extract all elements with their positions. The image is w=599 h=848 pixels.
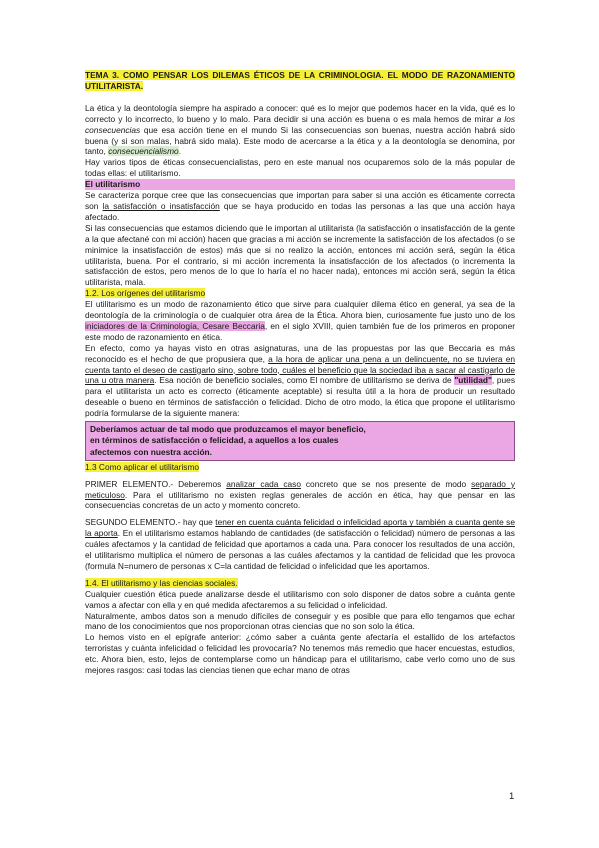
s2-p1-text-a: El utilitarismo es un modo de razonamiento ético que sirve para cualquier dilema ético en general, ya sea de la deontología de la criminología o de cualquier otra área de la Ética. Ahora bien, curiosamente fue justo uno de los bbox=[85, 299, 515, 321]
s2-heading-text: 1.2. Los orígenes del utilitarismo bbox=[85, 288, 206, 299]
primer-elemento-label: PRIMER ELEMENTO.- bbox=[85, 478, 174, 489]
s2-p1-text-b: , en el siglo XVIII, quien también fue de los primeros en proponer este modo de razonamiento en ética. bbox=[85, 320, 515, 342]
s1-p1-underlined: la satisfacción o insatisfacción bbox=[102, 200, 220, 211]
s4-paragraph-3: Lo hemos visto en el epígrafe anterior: ¿cómo saber a cuánta gente afectaría el estallido de los artefactos terroristas y cuánta infelicidad o felicidad les provocaría? No tenemos más remedio que hacer encuestas, estudios, etc. Ahora bien, esto, lejos de contemplarse como un hándicap para el utilitarismo, cabe verlo como uno de sus mejores rasgos: casi todas las ciencias tienen que echar mano de otras bbox=[85, 632, 515, 676]
intro-p1-text-b: que esa acción tiene en el mundo Si las consecuencias son buenas, nuestra acción habrá sido buena (y si son malas, habrá sido mala). Este modo de acercarse a la ética y a la deontología se denomina, por tanto, bbox=[85, 124, 515, 157]
s4-paragraph-2: Naturalmente, ambos datos son a menudo difíciles de conseguir y es posible que para ello tengamos que echar mano de los conocimientos que nos proporcionan otras ciencias que no son solo la ética. bbox=[85, 610, 515, 632]
intro-p1-italic: a los consecuencias bbox=[85, 113, 516, 135]
section-heading-aplicar bbox=[85, 462, 515, 473]
section-heading-utilitarismo: El utilitarismo bbox=[85, 179, 515, 190]
utilitarian-principle-box bbox=[85, 421, 515, 461]
s3-heading-text: 1.3 Como aplicar el utilitarismo bbox=[85, 461, 200, 472]
e1-text-b: concreto que se nos presente de modo bbox=[300, 478, 472, 489]
document-page bbox=[85, 70, 515, 676]
s2-p2-text-a: En efecto, como ya hayas visto en otras asignaturas, una de las propuestas por las que Beccaria es más reconocido es el hecho de que propusiera que, bbox=[85, 342, 515, 364]
s1-paragraph-1 bbox=[85, 190, 515, 223]
intro-p1-text-a: La ética y la deontología siempre ha aspirado a conocer: qué es lo mejor que podemos hacer en la vida, qué es lo correcto y lo incorrecto, lo bueno y lo malo. Para decidir si una acción es buena o es mala hemos de mirar bbox=[85, 102, 515, 124]
s1-p1-text-b: que se haya producido en todas las personas a las que una acción haya afectado. bbox=[85, 200, 515, 222]
e1-underlined-1: analizar cada caso bbox=[226, 478, 301, 489]
section-heading-ciencias-sociales bbox=[85, 578, 515, 589]
intro-paragraph-1 bbox=[85, 103, 515, 158]
intro-paragraph-2: Hay varios tipos de éticas consecuencialistas, pero en este manual nos ocuparemos solo de la más popular de todas ellas: el utilitarismo. bbox=[85, 157, 515, 179]
s4-heading-text: 1.4. El utilitarismo y las ciencias sociales. bbox=[85, 577, 238, 588]
s2-paragraph-2 bbox=[85, 343, 515, 419]
section-heading-origenes bbox=[85, 288, 515, 299]
e1-text-a: Deberemos bbox=[173, 478, 227, 489]
s2-p2-text-c: , pues para el utilitarista un acto es correcto (éticamente aceptable) si resulta útil a la hora de producir un resultado deseable o bueno en términos de satisfacción o felicidad. Dicho de otro modo, la ética que propone el utilitarismo podría formularse de la siguiente manera: bbox=[85, 375, 515, 419]
document-title bbox=[85, 70, 515, 92]
intro-p1-text-c: . bbox=[178, 146, 182, 157]
s1-p1-text-a: Se caracteriza porque cree que las consecuencias que importan para saber si una acción es éticamente correcta son bbox=[85, 190, 515, 211]
primer-elemento-paragraph bbox=[85, 479, 515, 512]
beccaria-highlight: iniciadores de la Criminología, Cesare Beccaria bbox=[85, 320, 265, 331]
e2-underlined: tener en cuenta cuánta felicidad o infelicidad aporta y también a cuanta gente se la aporta bbox=[85, 517, 515, 539]
e2-text-b: . En el utilitarismo estamos hablando de cantidades (de satisfacción o felicidad) número de personas a las cuáles afectamos y la cantidad de felicidad que aportamos a cada una. Para conocer los resultados de una acción, el utilitarismo multiplica el número de personas a las cuáles afectamos y la cantidad de felicidad que les provoca (formula N=numero de personas x C=la cantidad de felicidad o infelicidad que les aportamos. bbox=[85, 528, 515, 571]
quote-line: en términos de satisfacción o felicidad, a aquellos a los cuales bbox=[90, 435, 339, 446]
e2-text-a: hay que bbox=[180, 517, 216, 528]
s4-paragraph-1: Cualquier cuestión ética puede analizarse desde el utilitarismo con solo disponer de datos sobre a cuánta gente vamos a afectar con ella y en qué medida afectaremos a su felicidad o infelicidad. bbox=[85, 588, 515, 610]
e1-text-c: . Para el utilitarismo no existen reglas generales de acción en ética, hay que pensar en las consecuencias concretas de un acto y momento concreto. bbox=[85, 489, 515, 511]
s2-paragraph-1 bbox=[85, 299, 515, 343]
segundo-elemento-label: SEGUNDO ELEMENTO.- bbox=[85, 517, 181, 528]
quote-line: Deberíamos actuar de tal modo que produzcamos el mayor beneficio, bbox=[90, 424, 366, 435]
s2-p2-underlined: a la hora de aplicar una pena a un delincuente, no se tuviera en cuenta tanto el deseo de castigarlo sino, sobre todo, cuáles el beneficio que la sociedad iba a sacar al castigarlo de una u otra manera bbox=[85, 353, 515, 386]
title-text: TEMA 3. COMO PENSAR LOS DILEMAS ÉTICOS DE LA CRIMINOLOGIA. EL MODO DE RAZONAMIENTO UTILITARISTA. bbox=[85, 70, 515, 91]
s2-p2-text-b: . Esa noción de beneficio sociales, como El nombre de utilitarismo se deriva de bbox=[154, 375, 455, 386]
quote-line: afectemos con nuestra acción. bbox=[90, 446, 212, 457]
e1-underlined-2: separado y meticuloso bbox=[85, 478, 516, 500]
page-number: 1 bbox=[509, 791, 515, 802]
s1-paragraph-2: Si las consecuencias que estamos diciendo que le importan al utilitarista (la satisfacción o insatisfacción de la gente a la que afectané con mi acción) hacen que gracias a mi acción se incremente la satisfacción de los afectados (o se minimice la insatisfacción de estos) más que si no realizo la acción, entonces mi acción será, según la ética utilitarista, buena. Por el contrario, si mi acción incrementa la insatisfacción de los afectados (o incrementa la satisfacción de estos, pero menos de lo que lo haría el no hacer nada), entonces mi acción será, según la ética utilitarista, mala. bbox=[85, 222, 515, 288]
consecuencialismo-highlight: consecuencialismo bbox=[108, 146, 179, 157]
segundo-elemento-paragraph bbox=[85, 517, 515, 572]
utilidad-highlight: "utilidad" bbox=[454, 375, 492, 386]
